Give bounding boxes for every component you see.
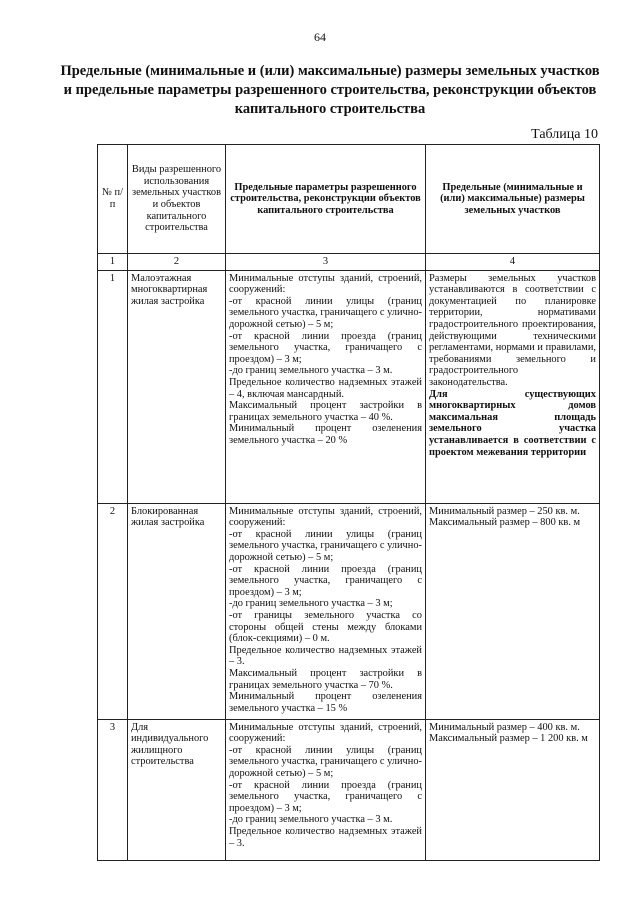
sizes-cell	[426, 719, 600, 860]
header-params: Предельные параметры разрешенного строительства, реконструкции объектов капитального строительства	[226, 145, 426, 254]
param-line: -от красной линии проезда (границ земельного участка, граничащего с проездом) – 3 м;	[229, 563, 422, 598]
param-line: -до границ земельного участка – 3 м;	[229, 598, 393, 610]
param-line: -от красной линии улицы (границ земельного участка, граничащего с улично-дорожной сетью) – 5 м;	[229, 528, 422, 563]
param-line: -от красной линии проезда (границ земельного участка, граничащего с проездом) – 3 м;	[229, 330, 422, 365]
column-number: 1	[98, 254, 128, 271]
table-row	[98, 719, 600, 860]
param-line: -до границ земельного участка – 3 м.	[229, 814, 393, 826]
param-line: Предельное количество надземных этажей – 3.	[229, 644, 422, 668]
header-sizes: Предельные (минимальные и (или) максимальные) размеры земельных участков	[426, 145, 600, 254]
param-line: Минимальный процент озеленения земельного участка – 15 %	[229, 691, 422, 714]
sizes-bold-text: Для существующих многоквартирных домов максимальная площадь земельного участка устанавливается в соответствии с проектом межевания территории	[429, 388, 596, 458]
sizes-cell	[426, 503, 600, 719]
table-row	[98, 270, 600, 503]
column-number: 3	[226, 254, 426, 271]
row-number: 2	[98, 503, 128, 719]
param-line: -от границы земельного участка со стороны общей стены между блоками (блок-секциями) – 0 м.	[229, 609, 422, 645]
table-label: Таблица 10	[531, 127, 598, 142]
params-cell	[226, 270, 426, 503]
size-line: Минимальный размер – 400 кв. м.	[429, 721, 580, 733]
table-row	[98, 503, 600, 719]
table-header-row	[98, 145, 600, 254]
param-line: Минимальные отступы зданий, строений, сооружений:	[229, 272, 422, 296]
param-line: Максимальный процент застройки в границах земельного участка – 40 %.	[229, 400, 422, 423]
header-num: № п/п	[98, 145, 128, 254]
param-line: Максимальный процент застройки в границах земельного участка – 70 %.	[229, 667, 422, 691]
sizes-lead-text: Размеры земельных участков устанавливаются в соответствии с документацией по планировке территории, нормативами градостроительного проектирования, действующими техническими регламентами, нормами и правилами, требованиями земельного и градостроительного законодательства.	[429, 272, 596, 388]
param-line: -от красной линии улицы (границ земельного участка, граничащего с улично-дорожной сетью) – 5 м;	[229, 295, 422, 330]
use-type: Для индивидуального жилищного строительства	[128, 719, 226, 860]
param-line: -от красной линии улицы (границ земельного участка, граничащего с улично-дорожной сетью) – 5 м;	[229, 744, 422, 779]
param-line: -от красной линии проезда (границ земельного участка, граничащего с проездом) – 3 м;	[229, 779, 422, 814]
param-line: Предельное количество надземных этажей – 3.	[229, 825, 422, 849]
column-number-row	[98, 254, 600, 271]
sizes-cell	[426, 270, 600, 503]
use-type: Блокированная жилая застройка	[128, 503, 226, 719]
params-cell	[226, 719, 426, 860]
size-line: Максимальный размер – 800 кв. м	[429, 517, 581, 529]
column-number: 4	[426, 254, 600, 271]
row-number: 1	[98, 270, 128, 503]
param-line: Минимальные отступы зданий, строений, сооружений:	[229, 721, 422, 745]
size-line: Максимальный размер – 1 200 кв. м	[429, 733, 588, 745]
column-number: 2	[128, 254, 226, 271]
page-number: 64	[314, 30, 326, 44]
page-title: Предельные (минимальные и (или) максимальные) размеры земельных участков и предельные параметры разрешенного строительства, реконструкции объектов капитального строительства	[60, 63, 600, 117]
limits-table	[97, 144, 600, 861]
params-cell	[226, 503, 426, 719]
param-line: Предельное количество надземных этажей – 4, включая мансардный.	[229, 376, 422, 400]
header-use: Виды разрешенного использования земельных участков и объектов капитального строительства	[128, 145, 226, 254]
param-line: Минимальный процент озеленения земельного участка – 20 %	[229, 423, 422, 446]
param-line: -до границ земельного участка – 3 м.	[229, 365, 393, 377]
row-number: 3	[98, 719, 128, 860]
param-line: Минимальные отступы зданий, строений, сооружений:	[229, 505, 422, 529]
use-type: Малоэтажная многоквартирная жилая застройка	[128, 270, 226, 503]
size-line: Минимальный размер – 250 кв. м.	[429, 505, 580, 517]
